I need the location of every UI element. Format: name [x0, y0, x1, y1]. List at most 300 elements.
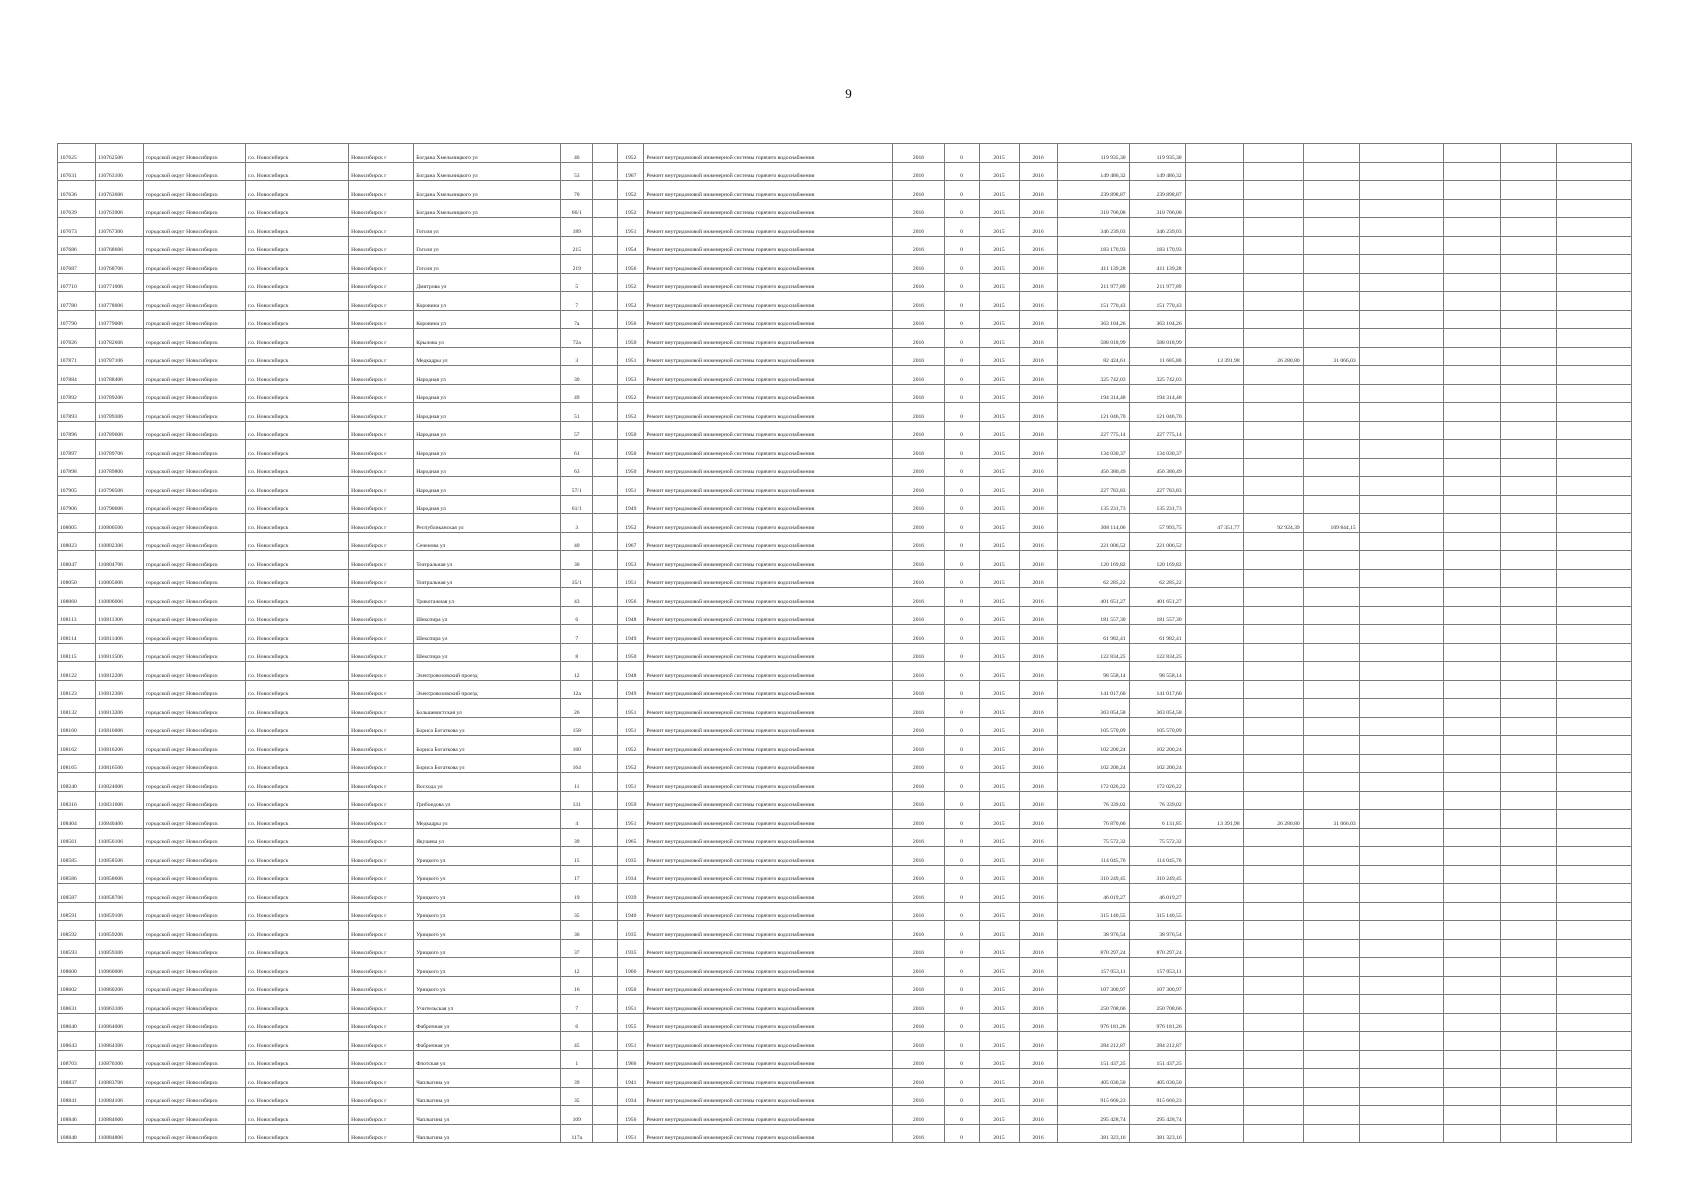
cell-work-type: Ремонт внутридомовой инженерной системы горячего водоснабжения	[644, 310, 893, 329]
cell-cost-other	[1303, 717, 1359, 736]
cell-id: 108593	[58, 939, 96, 958]
cell-id: 107636	[58, 181, 96, 200]
cell-flag: 0	[944, 902, 979, 921]
cell-extra-1	[1359, 1032, 1443, 1051]
cell-plan-year: 2016	[893, 717, 944, 736]
cell-cost-region	[1185, 995, 1243, 1014]
cell-start-year: 2015	[979, 403, 1019, 422]
cell-cost-other	[1303, 310, 1359, 329]
cell-street: Чаплыгина ул	[414, 1069, 561, 1088]
cell-locality: Новосибирск г	[349, 643, 414, 662]
cell-house: 46	[561, 144, 593, 163]
cell-end-year: 2016	[1019, 255, 1057, 274]
table-row	[58, 606, 1632, 625]
cell-plan-year: 2016	[893, 995, 944, 1014]
cell-end-year: 2016	[1019, 625, 1057, 644]
cell-year-built: 1952	[618, 273, 644, 292]
cell-municipality: городской округ Новосибирск	[144, 625, 246, 644]
cell-settlement: г.о. Новосибирск	[246, 421, 349, 440]
cell-building	[593, 236, 618, 255]
cell-id: 107631	[58, 162, 96, 181]
cell-extra-2	[1443, 717, 1500, 736]
cell-street: Богдана Хмельницкого ул	[414, 162, 561, 181]
cell-municipality: городской округ Новосибирск	[144, 1069, 246, 1088]
cell-year-built: 1953	[618, 551, 644, 570]
cell-cost-region	[1185, 273, 1243, 292]
cell-end-year: 2016	[1019, 884, 1057, 903]
cell-end-year: 2016	[1019, 662, 1057, 681]
table-row	[58, 625, 1632, 644]
cell-code: 110779006	[96, 310, 144, 329]
cell-extra-2	[1443, 995, 1500, 1014]
cell-locality: Новосибирск г	[349, 551, 414, 570]
cell-cost-other	[1303, 495, 1359, 514]
cell-total-cost: 120 169,82	[1057, 551, 1129, 570]
cell-work-type: Ремонт внутридомовой инженерной системы горячего водоснабжения	[644, 754, 893, 773]
cell-extra-4	[1556, 588, 1631, 607]
cell-house: 4	[561, 810, 593, 829]
cell-end-year: 2016	[1019, 847, 1057, 866]
cell-cost-other	[1303, 995, 1359, 1014]
cell-end-year: 2016	[1019, 791, 1057, 810]
cell-year-built: 1951	[618, 1124, 644, 1143]
cell-id: 108160	[58, 717, 96, 736]
cell-locality: Новосибирск г	[349, 1050, 414, 1069]
cell-total-cost: 62 285,22	[1057, 569, 1129, 588]
cell-plan-year: 2016	[893, 366, 944, 385]
cell-building	[593, 1106, 618, 1125]
cell-total-cost: 315 140,55	[1057, 902, 1129, 921]
cell-building	[593, 144, 618, 163]
cell-work-type: Ремонт внутридомовой инженерной системы горячего водоснабжения	[644, 403, 893, 422]
cell-building	[593, 273, 618, 292]
cell-building	[593, 976, 618, 995]
cell-cost-other	[1303, 477, 1359, 496]
cell-municipality: городской округ Новосибирск	[144, 939, 246, 958]
cell-house: 6	[561, 606, 593, 625]
cell-cost-region: 13 391,98	[1185, 810, 1243, 829]
cell-cost-owners: 76 339,02	[1129, 791, 1185, 810]
cell-locality: Новосибирск г	[349, 680, 414, 699]
cell-code: 110884606	[96, 1106, 144, 1125]
cell-extra-2	[1443, 643, 1500, 662]
cell-flag: 0	[944, 347, 979, 366]
cell-extra-3	[1500, 551, 1556, 570]
cell-start-year: 2015	[979, 717, 1019, 736]
cell-id: 108240	[58, 773, 96, 792]
cell-settlement: г.о. Новосибирск	[246, 236, 349, 255]
cell-start-year: 2015	[979, 699, 1019, 718]
cell-municipality: городской округ Новосибирск	[144, 144, 246, 163]
cell-locality: Новосибирск г	[349, 162, 414, 181]
cell-locality: Новосибирск г	[349, 495, 414, 514]
cell-cost-city	[1243, 643, 1303, 662]
cell-work-type: Ремонт внутридомовой инженерной системы горячего водоснабжения	[644, 199, 893, 218]
cell-building	[593, 1013, 618, 1032]
cell-start-year: 2015	[979, 532, 1019, 551]
cell-work-type: Ремонт внутридомовой инженерной системы горячего водоснабжения	[644, 384, 893, 403]
cell-extra-1	[1359, 458, 1443, 477]
cell-start-year: 2015	[979, 606, 1019, 625]
cell-cost-city	[1243, 1013, 1303, 1032]
cell-extra-4	[1556, 1013, 1631, 1032]
cell-extra-4	[1556, 218, 1631, 237]
cell-plan-year: 2016	[893, 884, 944, 903]
cell-extra-1	[1359, 1050, 1443, 1069]
cell-building	[593, 458, 618, 477]
cell-locality: Новосибирск г	[349, 828, 414, 847]
cell-end-year: 2016	[1019, 958, 1057, 977]
cell-cost-other	[1303, 606, 1359, 625]
cell-street: Урицкого ул	[414, 921, 561, 940]
cell-total-cost: 227 783,83	[1057, 477, 1129, 496]
cell-flag: 0	[944, 865, 979, 884]
cell-end-year: 2016	[1019, 1069, 1057, 1088]
cell-start-year: 2015	[979, 181, 1019, 200]
cell-building	[593, 958, 618, 977]
cell-municipality: городской округ Новосибирск	[144, 1013, 246, 1032]
cell-settlement: г.о. Новосибирск	[246, 310, 349, 329]
cell-cost-other	[1303, 1087, 1359, 1106]
cell-cost-city: 26 280,80	[1243, 347, 1303, 366]
cell-total-cost: 183 170,93	[1057, 236, 1129, 255]
cell-street: Грибоедова ул	[414, 791, 561, 810]
cell-street: Сеченова ул	[414, 532, 561, 551]
cell-total-cost: 135 231,73	[1057, 495, 1129, 514]
cell-flag: 0	[944, 1050, 979, 1069]
cell-settlement: г.о. Новосибирск	[246, 273, 349, 292]
cell-cost-city	[1243, 976, 1303, 995]
cell-house: 158	[561, 717, 593, 736]
cell-cost-region	[1185, 403, 1243, 422]
cell-id: 107687	[58, 255, 96, 274]
cell-extra-3	[1500, 939, 1556, 958]
cell-extra-4	[1556, 662, 1631, 681]
cell-street: Урицкого ул	[414, 958, 561, 977]
cell-house: 39	[561, 1069, 593, 1088]
cell-total-cost: 76 339,02	[1057, 791, 1129, 810]
cell-year-built: 1941	[618, 1069, 644, 1088]
cell-house: 51	[561, 403, 593, 422]
cell-extra-3	[1500, 1124, 1556, 1143]
cell-id: 108023	[58, 532, 96, 551]
cell-flag: 0	[944, 791, 979, 810]
cell-cost-other	[1303, 773, 1359, 792]
cell-plan-year: 2016	[893, 810, 944, 829]
cell-extra-2	[1443, 329, 1500, 348]
cell-cost-city	[1243, 828, 1303, 847]
cell-end-year: 2016	[1019, 458, 1057, 477]
cell-year-built: 1934	[618, 1087, 644, 1106]
cell-house: 35	[561, 1087, 593, 1106]
cell-extra-1	[1359, 828, 1443, 847]
cell-cost-region	[1185, 329, 1243, 348]
cell-code: 110816006	[96, 717, 144, 736]
cell-street: Флотская ул	[414, 1050, 561, 1069]
cell-locality: Новосибирск г	[349, 754, 414, 773]
cell-locality: Новосибирск г	[349, 847, 414, 866]
cell-year-built: 1950	[618, 458, 644, 477]
cell-year-built: 1949	[618, 495, 644, 514]
cell-extra-2	[1443, 588, 1500, 607]
cell-locality: Новосибирск г	[349, 569, 414, 588]
cell-municipality: городской округ Новосибирск	[144, 162, 246, 181]
cell-settlement: г.о. Новосибирск	[246, 976, 349, 995]
table-row	[58, 477, 1632, 496]
cell-cost-city: 26 280,80	[1243, 810, 1303, 829]
cell-plan-year: 2016	[893, 236, 944, 255]
cell-cost-owners: 46 019,27	[1129, 884, 1185, 903]
cell-municipality: городской округ Новосибирск	[144, 921, 246, 940]
cell-code: 110870306	[96, 1050, 144, 1069]
table-row	[58, 292, 1632, 311]
cell-street: Медкадры ул	[414, 810, 561, 829]
cell-extra-3	[1500, 292, 1556, 311]
cell-street: Народная ул	[414, 366, 561, 385]
cell-cost-owners: 122 834,25	[1129, 643, 1185, 662]
cell-building	[593, 347, 618, 366]
cell-cost-region	[1185, 625, 1243, 644]
cell-end-year: 2016	[1019, 532, 1057, 551]
cell-flag: 0	[944, 810, 979, 829]
cell-cost-region	[1185, 181, 1243, 200]
cell-cost-city	[1243, 1087, 1303, 1106]
cell-cost-city	[1243, 717, 1303, 736]
cell-end-year: 2016	[1019, 1106, 1057, 1125]
cell-locality: Новосибирск г	[349, 884, 414, 903]
cell-settlement: г.о. Новосибирск	[246, 884, 349, 903]
cell-extra-3	[1500, 699, 1556, 718]
table-row	[58, 995, 1632, 1014]
cell-building	[593, 902, 618, 921]
cell-municipality: городской округ Новосибирск	[144, 421, 246, 440]
cell-start-year: 2015	[979, 1069, 1019, 1088]
table-row	[58, 199, 1632, 218]
cell-id: 108165	[58, 754, 96, 773]
cell-municipality: городской округ Новосибирск	[144, 366, 246, 385]
cell-extra-4	[1556, 347, 1631, 366]
cell-end-year: 2016	[1019, 1050, 1057, 1069]
cell-cost-other	[1303, 329, 1359, 348]
cell-work-type: Ремонт внутридомовой инженерной системы горячего водоснабжения	[644, 976, 893, 995]
cell-cost-region	[1185, 588, 1243, 607]
cell-settlement: г.о. Новосибирск	[246, 810, 349, 829]
cell-extra-3	[1500, 458, 1556, 477]
cell-extra-4	[1556, 477, 1631, 496]
cell-flag: 0	[944, 162, 979, 181]
cell-cost-region	[1185, 717, 1243, 736]
cell-extra-2	[1443, 199, 1500, 218]
cell-extra-3	[1500, 717, 1556, 736]
cell-total-cost: 98 558,14	[1057, 662, 1129, 681]
cell-street: Народная ул	[414, 495, 561, 514]
cell-work-type: Ремонт внутридомовой инженерной системы горячего водоснабжения	[644, 514, 893, 533]
cell-cost-owners: 310 706,08	[1129, 199, 1185, 218]
registry-table-body	[58, 144, 1632, 1143]
cell-extra-3	[1500, 773, 1556, 792]
cell-cost-other: 31 066,03	[1303, 810, 1359, 829]
cell-cost-region	[1185, 458, 1243, 477]
cell-extra-3	[1500, 1106, 1556, 1125]
cell-year-built: 1952	[618, 199, 644, 218]
cell-year-built: 1949	[618, 625, 644, 644]
cell-cost-owners: 325 742,03	[1129, 366, 1185, 385]
cell-cost-other	[1303, 1032, 1359, 1051]
cell-plan-year: 2016	[893, 921, 944, 940]
cell-work-type: Ремонт внутридомовой инженерной системы горячего водоснабжения	[644, 902, 893, 921]
table-row	[58, 717, 1632, 736]
cell-cost-owners: 149 486,32	[1129, 162, 1185, 181]
cell-start-year: 2015	[979, 1124, 1019, 1143]
cell-cost-other	[1303, 199, 1359, 218]
cell-code: 110802306	[96, 532, 144, 551]
cell-cost-city	[1243, 902, 1303, 921]
cell-code: 110860006	[96, 958, 144, 977]
cell-locality: Новосибирск г	[349, 1087, 414, 1106]
cell-flag: 0	[944, 440, 979, 459]
cell-street: Богдана Хмельницкого ул	[414, 144, 561, 163]
cell-end-year: 2016	[1019, 366, 1057, 385]
cell-year-built: 1951	[618, 717, 644, 736]
cell-cost-other	[1303, 754, 1359, 773]
cell-extra-3	[1500, 347, 1556, 366]
cell-extra-1	[1359, 995, 1443, 1014]
table-row	[58, 403, 1632, 422]
cell-flag: 0	[944, 995, 979, 1014]
cell-cost-other	[1303, 791, 1359, 810]
cell-cost-owners: 157 053,11	[1129, 958, 1185, 977]
cell-code: 110884106	[96, 1087, 144, 1106]
cell-id: 107892	[58, 384, 96, 403]
cell-extra-3	[1500, 477, 1556, 496]
cell-extra-3	[1500, 1013, 1556, 1032]
cell-cost-owners: 310 249,45	[1129, 865, 1185, 884]
cell-cost-region: 13 391,98	[1185, 347, 1243, 366]
cell-id: 107686	[58, 236, 96, 255]
cell-year-built: 1959	[618, 791, 644, 810]
cell-extra-2	[1443, 458, 1500, 477]
cell-total-cost: 976 181,26	[1057, 1013, 1129, 1032]
cell-extra-3	[1500, 569, 1556, 588]
cell-flag: 0	[944, 643, 979, 662]
cell-cost-other	[1303, 1013, 1359, 1032]
cell-locality: Новосибирск г	[349, 255, 414, 274]
cell-extra-4	[1556, 495, 1631, 514]
cell-cost-region	[1185, 255, 1243, 274]
cell-extra-1	[1359, 144, 1443, 163]
cell-cost-city	[1243, 680, 1303, 699]
cell-flag: 0	[944, 292, 979, 311]
table-row	[58, 273, 1632, 292]
cell-cost-region	[1185, 310, 1243, 329]
cell-plan-year: 2016	[893, 643, 944, 662]
cell-start-year: 2015	[979, 255, 1019, 274]
cell-extra-1	[1359, 921, 1443, 940]
cell-extra-4	[1556, 884, 1631, 903]
cell-work-type: Ремонт внутридомовой инженерной системы горячего водоснабжения	[644, 440, 893, 459]
cell-id: 108122	[58, 662, 96, 681]
cell-work-type: Ремонт внутридомовой инженерной системы горячего водоснабжения	[644, 1069, 893, 1088]
cell-cost-other	[1303, 939, 1359, 958]
cell-start-year: 2015	[979, 680, 1019, 699]
cell-cost-city	[1243, 939, 1303, 958]
cell-total-cost: 102 200,24	[1057, 754, 1129, 773]
cell-building	[593, 847, 618, 866]
cell-house: 12	[561, 662, 593, 681]
cell-work-type: Ремонт внутридомовой инженерной системы горячего водоснабжения	[644, 218, 893, 237]
cell-house: 37	[561, 939, 593, 958]
cell-cost-owners: 141 017,60	[1129, 680, 1185, 699]
cell-cost-city	[1243, 477, 1303, 496]
cell-locality: Новосибирск г	[349, 199, 414, 218]
cell-extra-4	[1556, 717, 1631, 736]
cell-year-built: 1951	[618, 810, 644, 829]
cell-total-cost: 310 706,08	[1057, 199, 1129, 218]
cell-street: Народная ул	[414, 421, 561, 440]
cell-locality: Новосибирск г	[349, 1013, 414, 1032]
cell-work-type: Ремонт внутридомовой инженерной системы горячего водоснабжения	[644, 532, 893, 551]
cell-extra-1	[1359, 236, 1443, 255]
cell-total-cost: 194 314,48	[1057, 384, 1129, 403]
cell-extra-4	[1556, 902, 1631, 921]
cell-id: 108050	[58, 569, 96, 588]
cell-extra-2	[1443, 347, 1500, 366]
cell-extra-2	[1443, 680, 1500, 699]
cell-extra-2	[1443, 939, 1500, 958]
cell-extra-3	[1500, 181, 1556, 200]
cell-cost-other	[1303, 236, 1359, 255]
cell-settlement: г.о. Новосибирск	[246, 1087, 349, 1106]
cell-plan-year: 2016	[893, 384, 944, 403]
cell-total-cost: 181 557,30	[1057, 606, 1129, 625]
cell-cost-owners: 61 982,41	[1129, 625, 1185, 644]
cell-locality: Новосибирск г	[349, 366, 414, 385]
cell-extra-4	[1556, 1069, 1631, 1088]
cell-id: 107780	[58, 292, 96, 311]
cell-code: 110767306	[96, 218, 144, 237]
cell-year-built: 1952	[618, 754, 644, 773]
cell-total-cost: 46 019,27	[1057, 884, 1129, 903]
cell-extra-1	[1359, 255, 1443, 274]
cell-extra-1	[1359, 1087, 1443, 1106]
cell-cost-city	[1243, 403, 1303, 422]
cell-settlement: г.о. Новосибирск	[246, 1050, 349, 1069]
cell-flag: 0	[944, 532, 979, 551]
cell-cost-other	[1303, 865, 1359, 884]
cell-plan-year: 2016	[893, 347, 944, 366]
cell-extra-2	[1443, 976, 1500, 995]
cell-cost-city	[1243, 329, 1303, 348]
cell-plan-year: 2016	[893, 902, 944, 921]
cell-cost-owners: 588 018,99	[1129, 329, 1185, 348]
cell-start-year: 2015	[979, 310, 1019, 329]
cell-extra-1	[1359, 514, 1443, 533]
table-row	[58, 440, 1632, 459]
cell-end-year: 2016	[1019, 606, 1057, 625]
cell-cost-owners: 120 169,82	[1129, 551, 1185, 570]
cell-id: 108592	[58, 921, 96, 940]
cell-extra-3	[1500, 884, 1556, 903]
cell-total-cost: 151 437,25	[1057, 1050, 1129, 1069]
table-row	[58, 810, 1632, 829]
cell-cost-region	[1185, 1124, 1243, 1143]
cell-building	[593, 199, 618, 218]
cell-cost-city	[1243, 791, 1303, 810]
table-row	[58, 236, 1632, 255]
cell-settlement: г.о. Новосибирск	[246, 995, 349, 1014]
cell-municipality: городской округ Новосибирск	[144, 495, 246, 514]
cell-extra-4	[1556, 643, 1631, 662]
